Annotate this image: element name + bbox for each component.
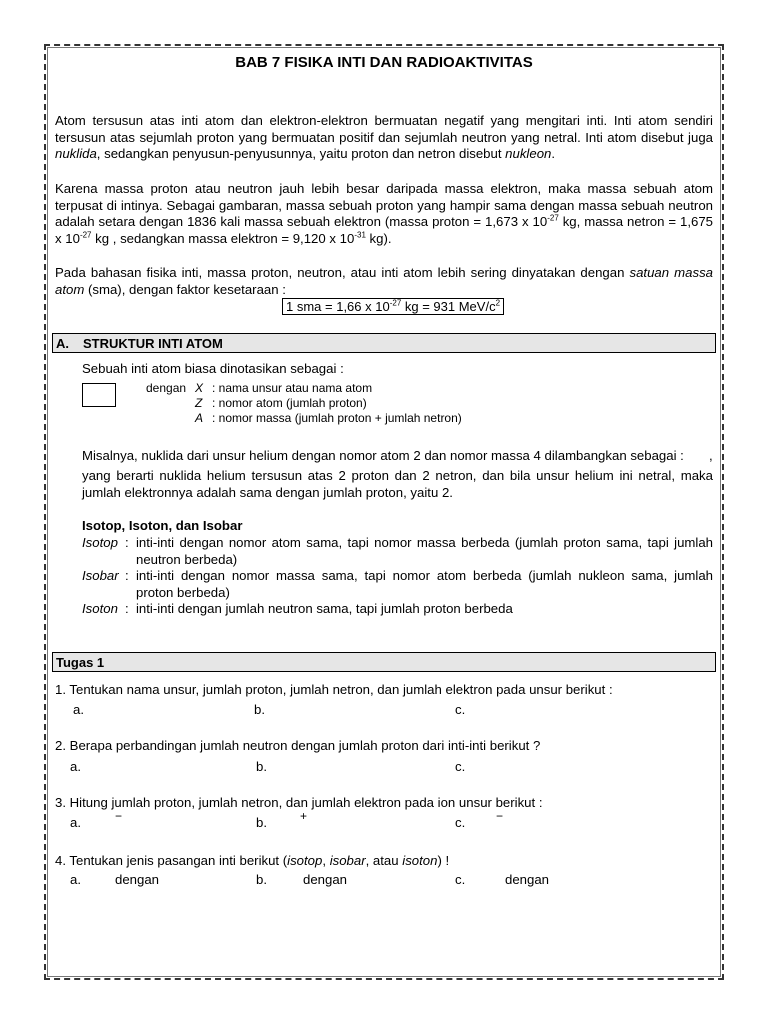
term-nuklida: nuklida bbox=[55, 146, 97, 161]
text: , sedangkan penyusun-penyusunnya, yaitu proton dan netron disebut bbox=[96, 146, 506, 161]
text: , atau bbox=[365, 853, 403, 868]
q4-b-dengan: dengan bbox=[303, 872, 348, 887]
question-1: 1. Tentukan nama unsur, jumlah proton, jumlah netron, dan jumlah elektron pada unsur berikut : bbox=[55, 682, 613, 697]
symbol-x-desc: : nama unsur atau nama atom bbox=[212, 381, 373, 395]
def-text-isoton: inti-inti dengan jumlah neutron sama, tapi jumlah proton berbeda bbox=[136, 601, 513, 616]
q4-option-a: a. bbox=[70, 872, 81, 887]
text: kg, massa netron = 1,675 x 10 bbox=[55, 214, 713, 246]
text: Karena massa proton atau neutron jauh lebih besar daripada massa elektron, maka massa sebuah atom terpusat di intinya. Sebagai gambaran, massa sebuah proton yang hampir sama dengan massa sebuah neutron adalah setara dengan 1836 kali massa sebuah elektron (massa proton = 1,673 x 10 bbox=[55, 181, 713, 229]
def-term-isobar: Isobar bbox=[82, 568, 119, 583]
text: kg , sedangkan massa elektron = 9,120 x 10 bbox=[91, 230, 355, 246]
text: kg = 931 MeV/c bbox=[401, 299, 496, 314]
isotop-subheading: Isotop, Isoton, dan Isobar bbox=[82, 518, 243, 533]
helium-example-text: yang berarti nuklida helium tersusun atas 2 proton dan 2 netron, dan bila unsur helium ini netral, maka jumlah elektronnya adalah sama dengan jumlah proton, yaitu 2. bbox=[82, 468, 713, 500]
q1-option-c: c. bbox=[455, 702, 466, 717]
ion-charge-minus: − bbox=[496, 809, 504, 823]
q3-option-b: b. bbox=[256, 815, 267, 830]
helium-example-line: Misalnya, nuklida dari unsur helium dengan nomor atom 2 dan nomor massa 4 dilambangkan sebagai : bbox=[82, 448, 684, 463]
q1-option-b: b. bbox=[254, 702, 265, 717]
exponent: -27 bbox=[79, 230, 92, 240]
text: 4. Tentukan jenis pasangan inti berikut ( bbox=[55, 853, 288, 868]
question-3: 3. Hitung jumlah proton, jumlah netron, dan jumlah elektron pada ion unsur berikut : bbox=[55, 795, 543, 810]
question-2: 2. Berapa perbandingan jumlah neutron dengan jumlah proton dari inti-inti berikut ? bbox=[55, 738, 541, 753]
q4-c-dengan: dengan bbox=[505, 872, 550, 887]
ion-charge-minus: − bbox=[115, 809, 123, 823]
text: (sma), dengan faktor kesetaraan : bbox=[84, 281, 286, 297]
notation-symbol-box bbox=[82, 383, 116, 407]
text: . bbox=[551, 146, 556, 161]
text: ) ! bbox=[437, 853, 450, 868]
q2-option-a: a. bbox=[70, 759, 81, 774]
def-text-isobar: inti-inti dengan nomor massa sama, tapi nomor atom berbeda (jumlah nukleon sama, jumlah proton berbeda) bbox=[136, 568, 713, 600]
section-number: A. bbox=[56, 336, 69, 351]
term-nukleon: nukleon bbox=[505, 146, 552, 161]
def-text-isotop: inti-inti dengan nomor atom sama, tapi nomor massa berbeda (jumlah proton sama, tapi jumlah neutron berbeda) bbox=[136, 535, 713, 567]
colon: : bbox=[125, 568, 129, 583]
tugas-title: Tugas 1 bbox=[56, 655, 105, 670]
q4-option-b: b. bbox=[256, 872, 267, 887]
q4-a-dengan: dengan bbox=[115, 872, 160, 887]
text: kg). bbox=[365, 230, 392, 246]
text: Atom tersusun atas inti atom dan elektron-elektron bermuatan negatif yang mengitari inti. Inti atom sendiri tersusun atas sejumlah proton yang bermuatan positif dan sejumlah neutron yang netral. Inti atom disebut juga bbox=[55, 113, 713, 145]
q2-option-c: c. bbox=[455, 759, 466, 774]
exponent: -27 bbox=[547, 213, 559, 223]
q3-option-c: c. bbox=[455, 815, 466, 830]
tugas-header bbox=[52, 652, 716, 672]
question-4 bbox=[55, 853, 449, 869]
term-satuan-massa-atom: satuan massa atom bbox=[55, 265, 713, 297]
q1-option-a: a. bbox=[73, 702, 84, 717]
q4-option-c: c. bbox=[455, 872, 466, 887]
symbol-a-desc: : nomor massa (jumlah proton + jumlah netron) bbox=[212, 411, 462, 425]
dengan-label: dengan bbox=[146, 381, 187, 395]
colon: : bbox=[125, 601, 129, 616]
def-term-isotop: Isotop bbox=[82, 535, 118, 550]
q3-option-a: a. bbox=[70, 815, 81, 830]
sma-formula-box bbox=[282, 298, 504, 315]
q2-option-b: b. bbox=[256, 759, 267, 774]
symbol-z-desc: : nomor atom (jumlah proton) bbox=[212, 396, 367, 410]
section-title: STRUKTUR INTI ATOM bbox=[83, 336, 223, 351]
exponent: -27 bbox=[389, 298, 402, 308]
comma: , bbox=[709, 448, 713, 463]
text: Pada bahasan fisika inti, massa proton, neutron, atau inti atom lebih sering dinyatakan dengan bbox=[55, 265, 630, 280]
colon: : bbox=[125, 535, 129, 550]
term-isoton: isoton bbox=[402, 853, 438, 868]
ion-charge-plus: + bbox=[300, 809, 308, 823]
section-a-header bbox=[52, 333, 716, 353]
exponent: 2 bbox=[495, 298, 501, 308]
def-term-isoton: Isoton bbox=[82, 601, 118, 616]
text: , bbox=[322, 853, 330, 868]
page-title: BAB 7 FISIKA INTI DAN RADIOAKTIVITAS bbox=[235, 54, 533, 71]
exponent: -31 bbox=[354, 230, 366, 240]
term-isobar: isobar bbox=[329, 853, 366, 868]
text: 1 sma = 1,66 x 10 bbox=[286, 299, 390, 314]
intro-paragraph-3 bbox=[55, 265, 713, 298]
notation-intro: Sebuah inti atom biasa dinotasikan sebagai : bbox=[82, 361, 344, 376]
term-isotop: isotop bbox=[287, 853, 323, 868]
intro-paragraph-1 bbox=[55, 113, 713, 163]
symbol-a: A bbox=[195, 411, 204, 425]
symbol-x: X bbox=[195, 381, 204, 395]
symbol-z: Z bbox=[195, 396, 203, 410]
intro-paragraph-2 bbox=[55, 181, 713, 247]
